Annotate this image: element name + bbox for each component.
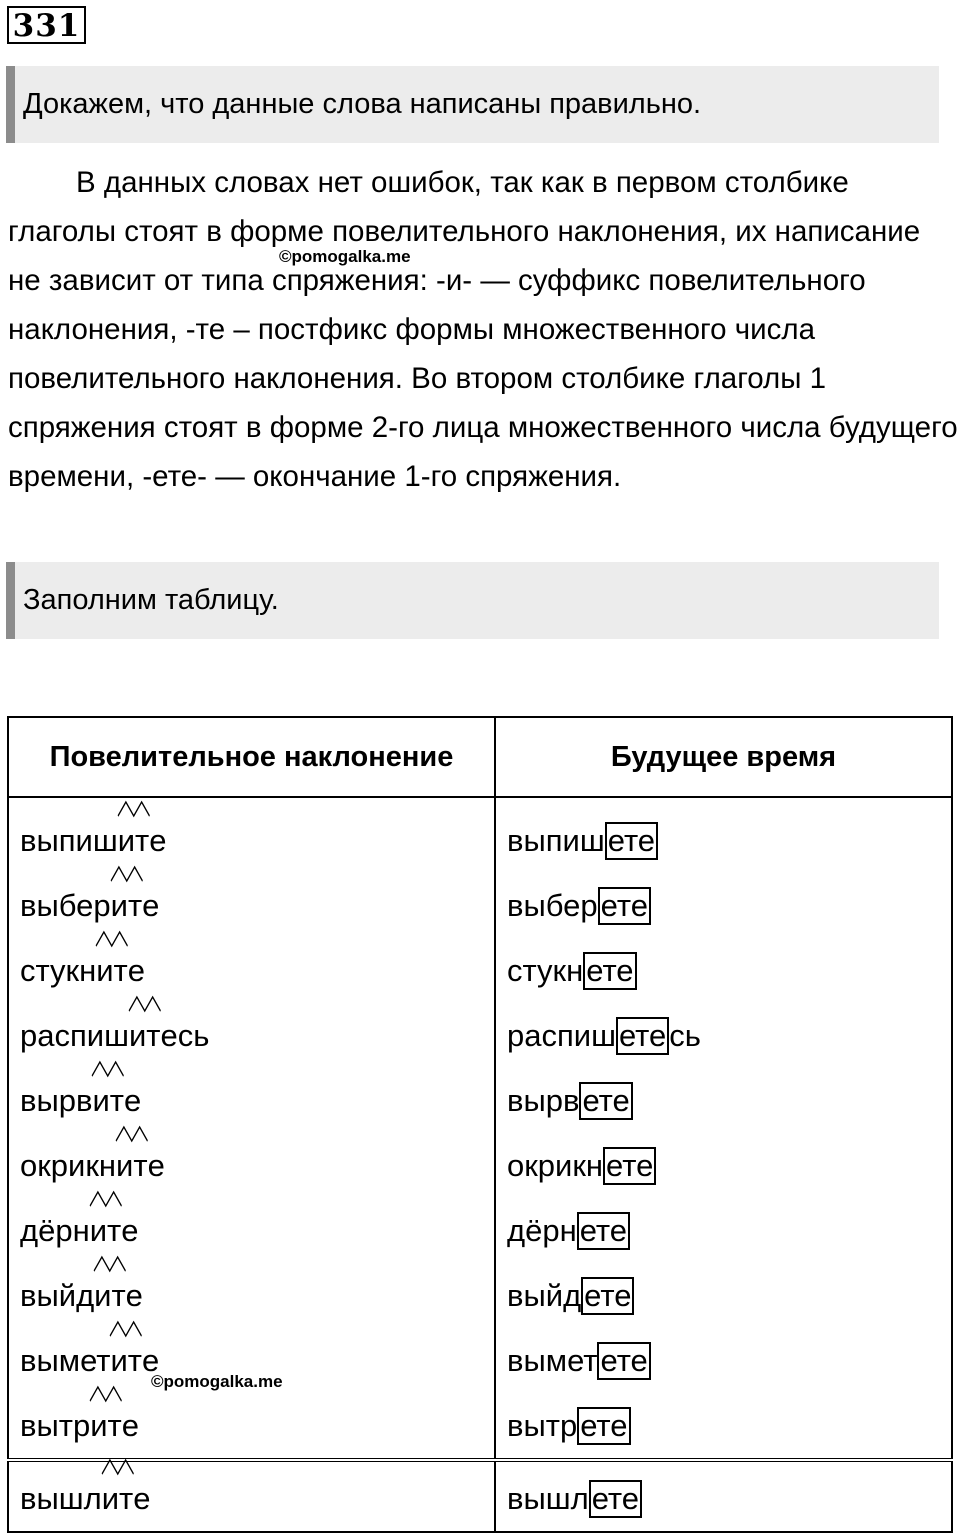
conjugation-table — [7, 716, 953, 1533]
header-imperative: Повелительное наклонение — [8, 717, 495, 797]
imperative-word — [20, 1003, 494, 1068]
watermark: ©pomogalka.me — [151, 1372, 283, 1391]
word-ending-box: ете — [589, 1480, 642, 1518]
suffix-mark — [129, 1003, 161, 1068]
word-stem: дёрн — [20, 1213, 90, 1248]
suffix-mark — [94, 1263, 126, 1328]
imperative-word — [20, 938, 494, 1003]
future-word — [507, 1328, 951, 1393]
word-suffix: ит — [110, 1343, 142, 1378]
word-stem: вытр — [507, 1408, 578, 1443]
suffix-arc-icon — [96, 930, 128, 948]
word-suffix: ит — [116, 1148, 148, 1183]
word-suffix: ит — [89, 1213, 122, 1248]
future-word — [507, 1198, 951, 1263]
word-ending-box: ете — [577, 1407, 630, 1445]
word-ending-box: ете — [579, 1082, 632, 1120]
word-rest: есь — [160, 1018, 210, 1053]
word-rest: е — [127, 953, 145, 988]
word-suffix: ит — [94, 1278, 126, 1313]
word-stem: вышл — [507, 1481, 589, 1516]
word-rest: е — [142, 1343, 160, 1378]
word-ending-box: ете — [605, 822, 658, 860]
word-rest: е — [147, 1148, 165, 1183]
word-stem: стукн — [507, 953, 584, 988]
word-suffix: ит — [101, 1481, 134, 1516]
suffix-arc-icon — [90, 1190, 122, 1208]
future-word — [507, 1393, 951, 1458]
word-suffix: ит — [96, 953, 128, 988]
suffix-arc-icon — [129, 995, 161, 1013]
word-stem: выбер — [507, 888, 598, 923]
suffix-arc-icon — [94, 1255, 126, 1273]
future-word — [507, 1068, 951, 1133]
explanation-paragraph: В данных словах нет ошибок, так как в первом столбике глаголы стоят в форме повелительного наклонения, их написание не зависит от типа спряжения: -и- — суффикс повелительного наклонения, -те – постфикс формы множественного числа повелительного наклонения. Во втором столбике глаголы 1 спряжения стоят в форме 2-го лица множественного числа будущего времени, -ете- — окончание 1-го спряжения. — [8, 166, 958, 493]
future-list — [496, 798, 951, 1458]
suffix-arc-icon — [116, 1125, 148, 1143]
future-word — [507, 1003, 951, 1068]
word-ending-box: ете — [577, 1212, 630, 1250]
suffix-arc-icon — [90, 1385, 122, 1403]
word-stem: распиш — [20, 1018, 129, 1053]
word-stem: дёрн — [507, 1213, 577, 1248]
word-rest: е — [133, 1481, 151, 1516]
word-stem: окрикн — [507, 1148, 604, 1183]
future-word — [507, 1263, 951, 1328]
word-rest: е — [125, 1278, 143, 1313]
word-stem: выйд — [20, 1278, 95, 1313]
word-rest: е — [121, 1213, 139, 1248]
word-stem: распиш — [507, 1018, 616, 1053]
imperative-word — [20, 873, 494, 938]
future-word — [507, 938, 951, 1003]
suffix-mark — [90, 1198, 122, 1263]
word-stem: вытр — [20, 1408, 91, 1443]
exercise-number: 331 — [7, 6, 86, 44]
suffix-mark — [92, 1068, 124, 1133]
future-word — [507, 808, 951, 873]
future-word — [507, 1133, 951, 1198]
future-list-last — [496, 1462, 951, 1531]
imperative-word — [20, 1263, 494, 1328]
word-suffix: ит — [117, 823, 150, 858]
word-ending-box: ете — [583, 952, 636, 990]
word-stem: вырв — [507, 1083, 580, 1118]
word-ending-box: ете — [603, 1147, 656, 1185]
word-stem: окрикн — [20, 1148, 117, 1183]
word-stem: вымет — [20, 1343, 111, 1378]
word-stem: стукн — [20, 953, 97, 988]
imperative-list — [9, 798, 494, 1458]
word-suffix: ит — [128, 1018, 161, 1053]
word-rest: е — [142, 888, 160, 923]
word-suffix: ит — [110, 888, 143, 923]
suffix-arc-icon — [102, 1458, 134, 1476]
word-ending-box: ете — [616, 1017, 669, 1055]
suffix-mark — [111, 873, 143, 938]
suffix-mark — [102, 1466, 134, 1531]
word-stem: вышл — [20, 1481, 102, 1516]
suffix-mark — [116, 1133, 148, 1198]
future-word — [507, 1466, 951, 1531]
imperative-word — [20, 1393, 494, 1458]
imperative-list-last — [9, 1462, 494, 1531]
word-stem: выпиш — [20, 823, 118, 858]
suffix-arc-icon — [111, 865, 143, 883]
imperative-word — [20, 1068, 494, 1133]
suffix-arc-icon — [92, 1060, 124, 1078]
word-suffix: ит — [90, 1408, 122, 1443]
imperative-word — [20, 1133, 494, 1198]
word-rest: е — [121, 1408, 139, 1443]
suffix-mark — [110, 1328, 142, 1393]
word-rest: е — [123, 1083, 142, 1118]
word-ending-box: ете — [581, 1277, 634, 1315]
suffix-mark — [90, 1393, 122, 1458]
imperative-word — [20, 1198, 494, 1263]
word-ending-box: ете — [598, 887, 651, 925]
word-suffix: ит — [92, 1083, 124, 1118]
suffix-mark — [96, 938, 128, 1003]
word-stem: выйд — [507, 1278, 582, 1313]
word-rest: сь — [669, 1018, 701, 1053]
suffix-mark — [118, 808, 150, 873]
suffix-arc-icon — [110, 1320, 142, 1338]
word-stem: вымет — [507, 1343, 598, 1378]
imperative-word — [20, 1466, 494, 1531]
header-future: Будущее время — [495, 717, 952, 797]
word-rest: е — [149, 823, 167, 858]
imperative-word — [20, 808, 494, 873]
task-banner-2: Заполним таблицу. — [6, 562, 939, 639]
watermark: ©pomogalka.me — [279, 247, 411, 266]
word-stem: вырв — [20, 1083, 93, 1118]
word-ending-box: ете — [597, 1342, 650, 1380]
word-stem: выбер — [20, 888, 111, 923]
future-word — [507, 873, 951, 938]
task-banner-1: Докажем, что данные слова написаны правильно. — [6, 66, 939, 143]
suffix-arc-icon — [118, 800, 150, 818]
word-stem: выпиш — [507, 823, 605, 858]
